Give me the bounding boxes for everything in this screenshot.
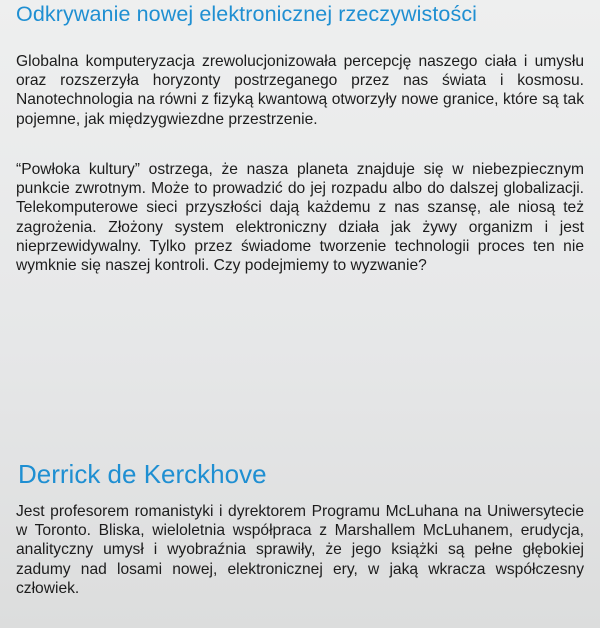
section-heading: Odkrywanie nowej elektronicznej rzeczywistości [16, 2, 478, 26]
author-name: Derrick de Kerckhove [18, 459, 267, 489]
paragraph-text: “Powłoka kultury” ostrzega, że nasza planeta znajduje się w niebezpiecznym punkcie zwrotnym. Może to prowadzić do jej rozpadu albo do dalszej globalizacji. Telekomputerowe sieci przyszłości dają każdemu z nas szansę, ale niosą też zagrożenia. Złożony system elektroniczny działa jak żywy organizm i jest nieprzewidywalny. Tylko przez świadome tworzenie technologii proces ten nie wymknie się naszej kontroli. Czy podejmiemy to wyzwanie? [16, 161, 584, 275]
paragraph-text: Globalna komputeryzacja zrewolucjonizowała percepcję naszego ciała i umysłu oraz rozszerzyła horyzonty postrzeganego przez nas świata i kosmosu. Nanotechnologia na równi z fizyką kwantową otworzyły nowe granice, które są tak pojemne, jak międzygwiezdne przestrzenie. [16, 53, 584, 128]
paragraph-intro [16, 52, 584, 129]
author-bio-text: Jest profesorem romanistyki i dyrektorem Programu McLuhana na Uniwersytecie w Toronto. Bliska, wieloletnia współpraca z Marshallem McLuhanem, erudycja, analityczny umysł i wyobraźnia sprawiły, że jego książki są pełne głębokiej zadumy nad losami nowej, elektronicznej ery, w jaką wkracza współczesny człowiek. [16, 503, 584, 597]
author-bio [16, 502, 584, 598]
paragraph-culture-shell [16, 160, 584, 275]
